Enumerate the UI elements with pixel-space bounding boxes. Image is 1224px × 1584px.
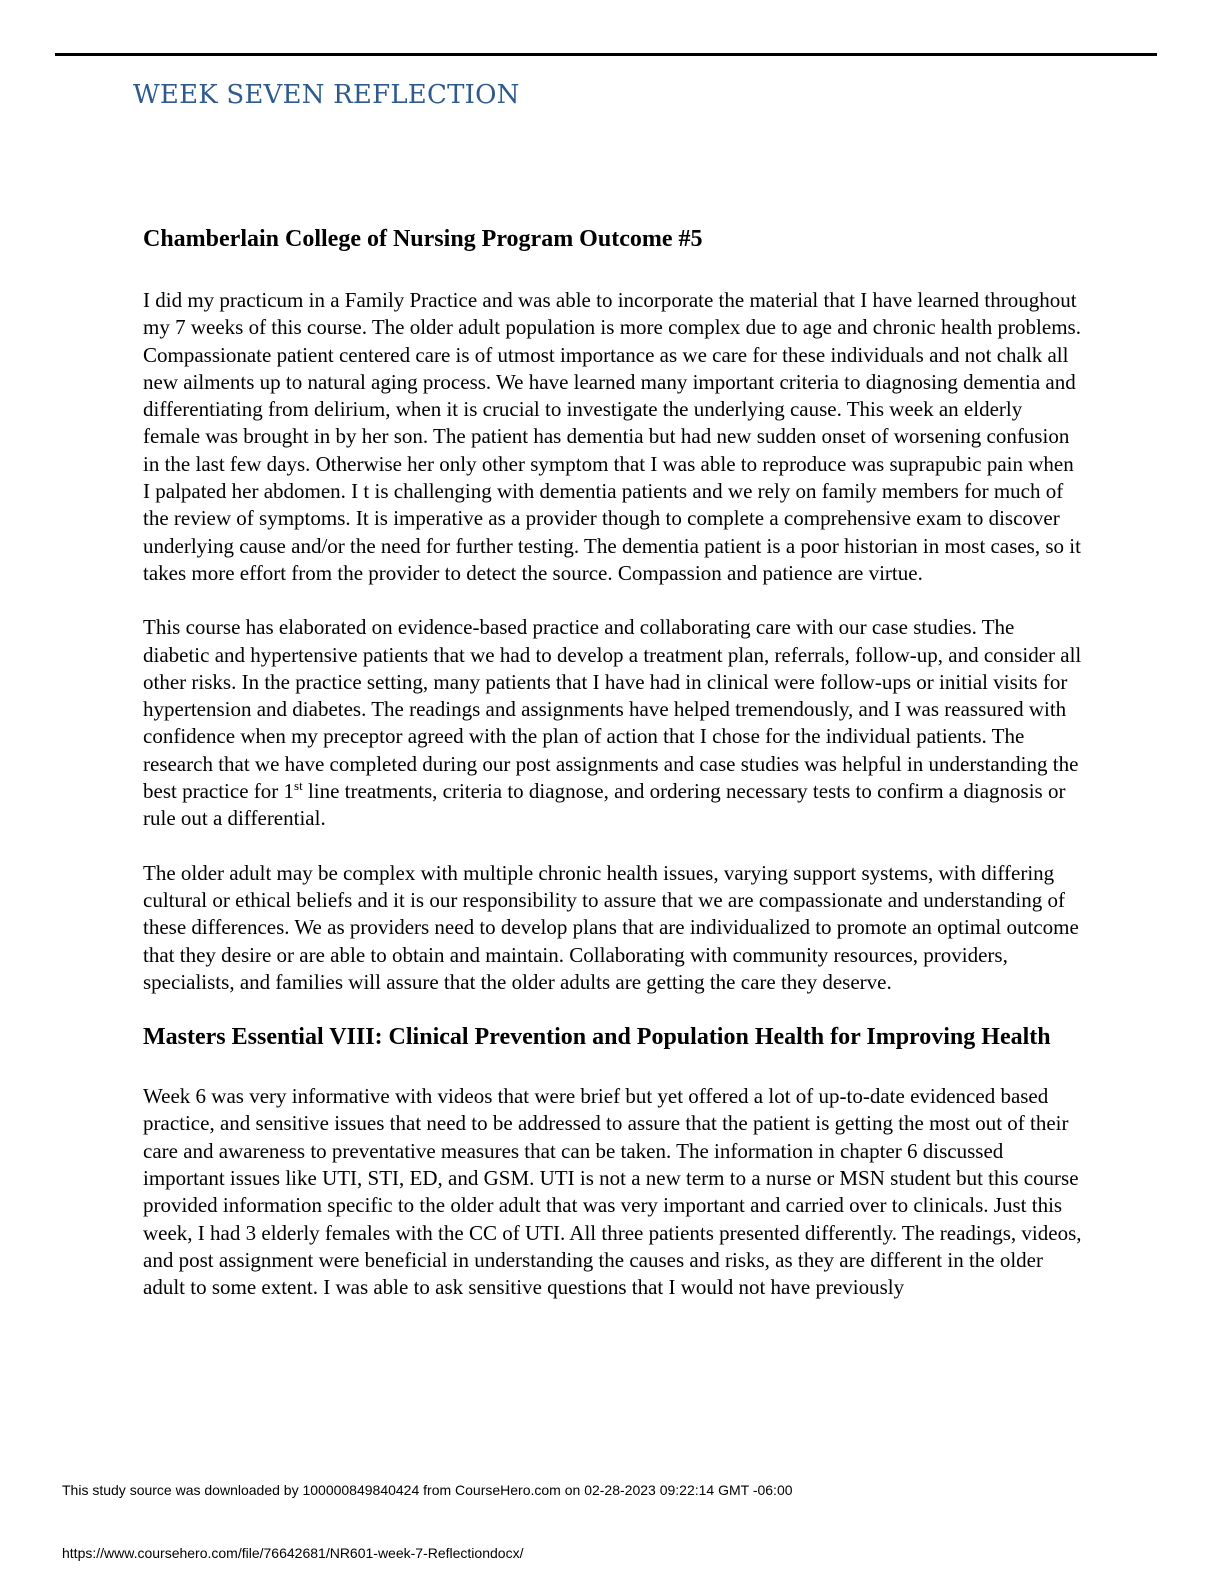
ordinal-suffix: st xyxy=(294,778,303,794)
paragraph-practicum: I did my practicum in a Family Practice and was able to incorporate the material that I have learned throughout my 7 weeks of this course. The older adult population is more complex due to age and chronic health problems. Compassionate patient centered care is of utmost importance as we care for these individuals and not chalk all new ailments up to natural aging process. We have learned many important criteria to diagnosing dementia and differentiating from delirium, when it is crucial to investigate the underlying cause. This week an elderly female was brought in by her son. The patient has dementia but had new sudden onset of worsening confusion in the last few days. Otherwise her only other symptom that I was able to reproduce was suprapubic pain when I palpated her abdomen. I t is challenging with dementia patients and we rely on family members for much of the review of symptoms. It is imperative as a provider though to complete a comprehensive exam to discover underlying cause and/or the need for further testing. The dementia patient is a poor historian in most cases, so it takes more effort from the provider to detect the source. Compassion and patience are virtue. xyxy=(143,288,1081,585)
source-url[interactable]: https://www.coursehero.com/file/76642681/NR601-week-7-Reflectiondocx/ xyxy=(62,1545,524,1561)
paragraph-older-adult: The older adult may be complex with multiple chronic health issues, varying support systems, with differing cultural or ethical beliefs and it is our responsibility to assure that we are compassionate and understanding of these differences. We as providers need to develop plans that are individualized to promote an optimal outcome that they desire or are able to obtain and maintain. Collaborating with community resources, providers, specialists, and families will assure that the older adults are getting the care they deserve. xyxy=(143,860,1079,994)
section-heading-masters-essential: Masters Essential VIII: Clinical Prevention and Population Health for Improving Health xyxy=(143,1024,1051,1051)
paragraph-evidence-based-practice xyxy=(143,614,1083,832)
document-body xyxy=(143,224,1083,1302)
paragraph-text: This course has elaborated on evidence-based practice and collaborating care with our case studies. The diabetic and hypertensive patients that we had to develop a treatment plan, referrals, follow-up, and consider all other risks. In the practice setting, many patients that I have had in clinical were follow-ups or initial visits for hypertension and diabetes. The readings and assignments have helped tremendously, and I was reassured with confidence when my preceptor agreed with the plan of action that I chose for the individual patients. The research that we have completed during our post assignments and case studies was helpful in understanding the best practice for 1 xyxy=(143,615,1082,804)
document-title: WEEK SEVEN REFLECTION xyxy=(133,80,520,110)
paragraph-week-six: Week 6 was very informative with videos that were brief but yet offered a lot of up-to-date evidenced based practice, and sensitive issues that need to be addressed to assure that the patient is getting the most out of their care and awareness to preventative measures that can be taken. The information in chapter 6 discussed important issues like UTI, STI, ED, and GSM. UTI is not a new term to a nurse or MSN student but this course provided information specific to the older adult that was very important and carried over to clinicals. Just this week, I had 3 elderly females with the CC of UTI. All three patients presented differently. The readings, videos, and post assignment were beneficial in understanding the causes and risks, as they are different in the older adult to some extent. I was able to ask sensitive questions that I would not have previously xyxy=(143,1084,1082,1300)
paragraph-text-continued: line treatments, criteria to diagnose, and ordering necessary tests to confirm a diagnosis or rule out a differential. xyxy=(143,779,1066,831)
download-notice: This study source was downloaded by 100000849840424 from CourseHero.com on 02-28-2023 09:22:14 GMT -06:00 xyxy=(62,1482,793,1498)
section-heading-program-outcome: Chamberlain College of Nursing Program Outcome #5 xyxy=(143,226,703,252)
header-rule xyxy=(55,53,1157,56)
